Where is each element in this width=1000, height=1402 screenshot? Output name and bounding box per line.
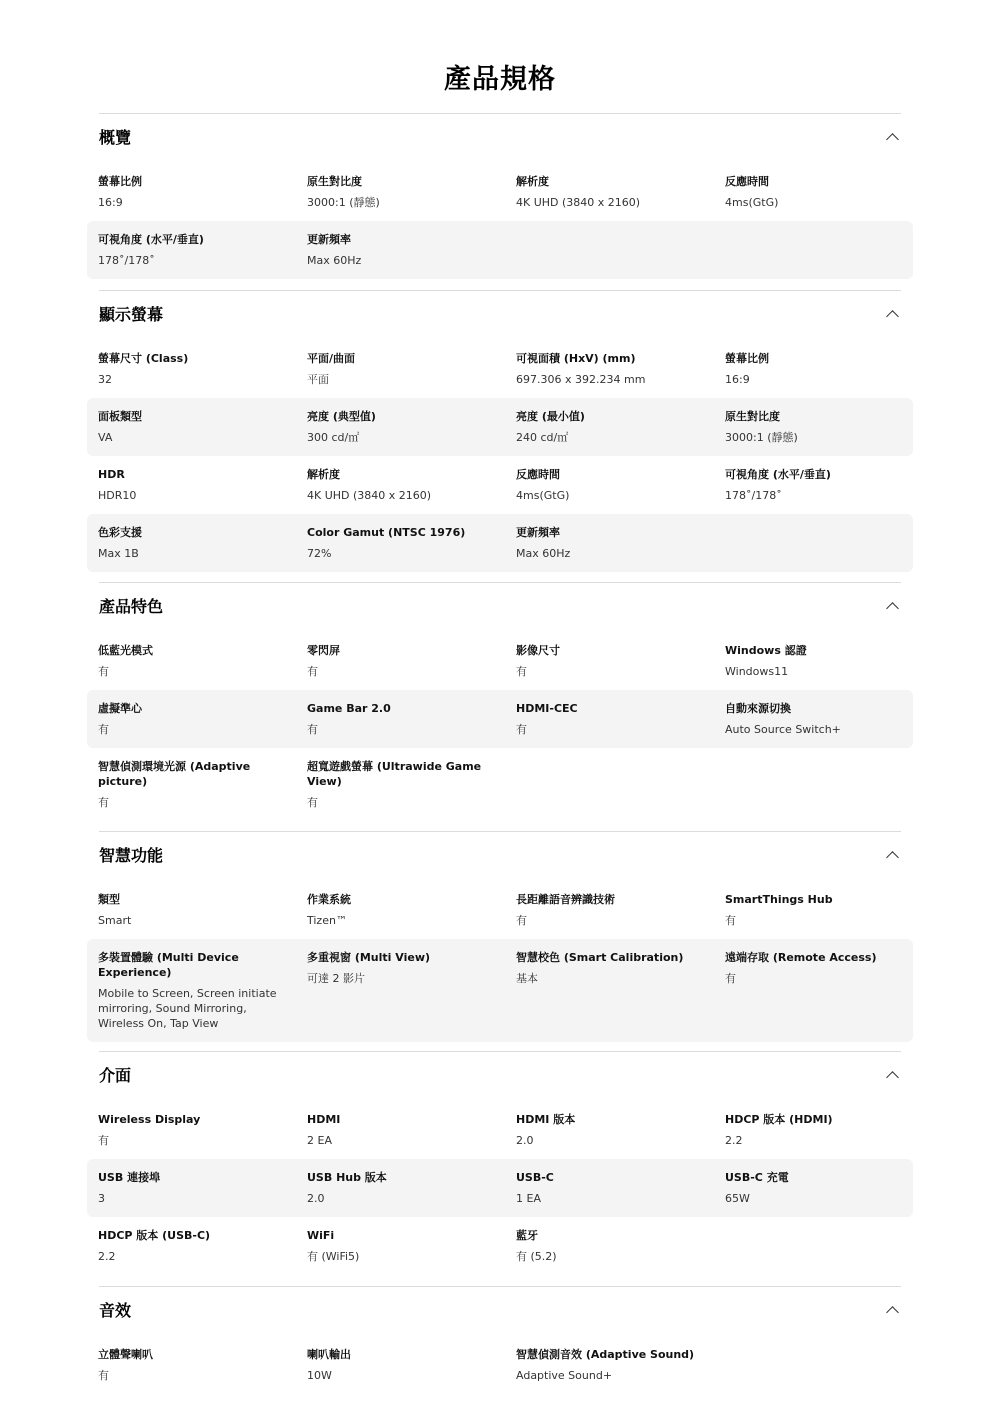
section-title: 音效 <box>99 1301 132 1320</box>
spec-value: 3 <box>98 1192 105 1205</box>
spec-item <box>307 939 497 986</box>
spec-label: 更新頻率 <box>307 233 351 246</box>
spec-value: 有 <box>516 665 527 678</box>
spec-value: 2.2 <box>725 1134 743 1147</box>
spec-label: 虛擬準心 <box>98 702 142 715</box>
spec-label: USB-C <box>516 1171 554 1184</box>
page-title: 產品規格 <box>444 64 556 95</box>
spec-value: 4ms(GtG) <box>725 196 779 209</box>
section-header-display[interactable] <box>87 290 913 340</box>
spec-item <box>725 398 915 445</box>
spec-label: 螢幕比例 <box>725 352 769 365</box>
spec-value: 300 cd/㎡ <box>307 431 360 444</box>
spec-item <box>725 340 915 387</box>
spec-item <box>307 514 497 561</box>
spec-label: 智慧校色 (Smart Calibration) <box>516 951 684 964</box>
spec-item <box>307 632 497 679</box>
spec-item <box>307 881 497 928</box>
chevron-up-icon[interactable] <box>886 310 899 323</box>
spec-label: 超寬遊戲螢幕 (Ultrawide Game View) <box>307 760 482 788</box>
spec-value: 可達 2 影片 <box>307 972 365 985</box>
spec-row <box>87 939 913 1042</box>
section-title: 概覽 <box>99 128 132 147</box>
spec-label: USB 連接埠 <box>98 1171 161 1184</box>
spec-label: Windows 認證 <box>725 644 807 657</box>
spec-item <box>725 939 915 986</box>
spec-label: Color Gamut (NTSC 1976) <box>307 526 466 539</box>
spec-item <box>98 1159 288 1206</box>
spec-item <box>516 881 706 928</box>
spec-value: 240 cd/㎡ <box>516 431 569 444</box>
spec-item <box>516 514 706 561</box>
spec-value: Windows11 <box>725 665 789 678</box>
spec-row <box>87 514 913 572</box>
spec-label: 面板類型 <box>98 410 142 423</box>
spec-item <box>307 1101 497 1148</box>
spec-value: 有 <box>307 796 318 809</box>
spec-label: USB-C 充電 <box>725 1171 789 1184</box>
spec-item <box>98 221 288 268</box>
spec-row <box>87 1217 913 1275</box>
section-title: 產品特色 <box>99 597 164 616</box>
spec-value: 3000:1 (靜態) <box>307 196 380 209</box>
section-header-overview[interactable] <box>87 113 913 163</box>
spec-value: 697.306 x 392.234 mm <box>516 373 646 386</box>
spec-item <box>725 632 915 679</box>
spec-row <box>87 690 913 748</box>
section-header-smart[interactable] <box>87 831 913 881</box>
spec-item <box>98 1217 288 1264</box>
spec-item <box>98 1101 288 1148</box>
spec-label: 亮度 (典型值) <box>307 410 376 423</box>
spec-item <box>307 163 497 210</box>
spec-value: 4K UHD (3840 x 2160) <box>307 489 432 502</box>
spec-value: 有 <box>98 665 109 678</box>
spec-label: Game Bar 2.0 <box>307 702 391 715</box>
spec-row <box>87 1101 913 1159</box>
spec-item <box>98 514 288 561</box>
chevron-up-icon[interactable] <box>886 851 899 864</box>
spec-label: HDMI 版本 <box>516 1113 576 1126</box>
spec-value: 有 <box>98 1134 109 1147</box>
spec-value: 65W <box>725 1192 750 1205</box>
spec-item <box>307 1336 497 1383</box>
spec-label: 智慧偵測音效 (Adaptive Sound) <box>516 1348 695 1361</box>
section-title: 顯示螢幕 <box>99 305 164 324</box>
spec-value: Max 60Hz <box>307 254 362 267</box>
spec-label: 喇叭輸出 <box>307 1348 351 1361</box>
spec-label: 螢幕比例 <box>98 175 142 188</box>
spec-value: 3000:1 (靜態) <box>725 431 798 444</box>
spec-value: 178˚/178˚ <box>725 489 782 502</box>
spec-value: 2.0 <box>307 1192 325 1205</box>
spec-value: 72% <box>307 547 332 560</box>
spec-label: HDCP 版本 (USB-C) <box>98 1229 211 1242</box>
spec-value: 有 <box>516 914 527 927</box>
spec-value: 有 <box>307 723 318 736</box>
spec-label: 智慧偵測環境光源 (Adaptive picture) <box>98 760 251 788</box>
spec-label: SmartThings Hub <box>725 893 833 906</box>
section-title: 智慧功能 <box>99 846 164 865</box>
spec-item <box>307 748 497 810</box>
spec-item <box>516 163 706 210</box>
spec-item <box>307 398 497 445</box>
spec-item <box>98 881 288 928</box>
spec-value: Tizen™ <box>307 914 347 927</box>
spec-value: 有 <box>307 665 318 678</box>
spec-value: Mobile to Screen, Screen initiate mirroring, Sound Mirroring, Wireless On, Tap View <box>98 987 277 1030</box>
spec-item <box>725 163 915 210</box>
spec-row <box>87 221 913 279</box>
spec-row <box>87 748 913 839</box>
spec-item <box>98 340 288 387</box>
section-header-audio[interactable] <box>87 1286 913 1336</box>
spec-value: 1 EA <box>516 1192 541 1205</box>
spec-item <box>725 456 915 503</box>
spec-label: 多重視窗 (Multi View) <box>307 951 431 964</box>
spec-row <box>87 398 913 456</box>
spec-value: 4K UHD (3840 x 2160) <box>516 196 641 209</box>
spec-label: 反應時間 <box>516 468 560 481</box>
spec-item <box>725 881 915 928</box>
spec-value: Smart <box>98 914 132 927</box>
spec-label: 可視角度 (水平/垂直) <box>98 233 204 246</box>
spec-value: HDR10 <box>98 489 137 502</box>
spec-value: Max 1B <box>98 547 139 560</box>
spec-item <box>516 690 706 737</box>
spec-value: Adaptive Sound+ <box>516 1369 613 1382</box>
spec-row <box>87 163 913 221</box>
spec-label: 多裝置體驗 (Multi Device Experience) <box>98 951 239 979</box>
spec-item <box>307 1217 497 1264</box>
spec-label: 立體聲喇叭 <box>98 1348 153 1361</box>
spec-item <box>725 1101 915 1148</box>
spec-value: Auto Source Switch+ <box>725 723 841 736</box>
spec-label: 螢幕尺寸 (Class) <box>98 352 189 365</box>
chevron-up-icon[interactable] <box>886 1306 899 1319</box>
spec-row <box>87 1159 913 1217</box>
spec-value: 178˚/178˚ <box>98 254 155 267</box>
spec-label: 色彩支援 <box>98 526 142 539</box>
spec-label: 原生對比度 <box>307 175 362 188</box>
spec-row <box>87 632 913 690</box>
spec-value: 基本 <box>516 972 538 985</box>
spec-item <box>516 1159 706 1206</box>
spec-value: 2.2 <box>98 1250 116 1263</box>
spec-item <box>307 456 497 503</box>
spec-row <box>87 881 913 939</box>
spec-value: 有 <box>98 796 109 809</box>
spec-row <box>87 456 913 514</box>
spec-value: 有 (5.2) <box>516 1250 557 1263</box>
spec-item <box>516 340 706 387</box>
spec-label: HDR <box>98 468 125 481</box>
spec-item <box>516 939 706 986</box>
spec-label: WiFi <box>307 1229 335 1242</box>
spec-item <box>725 690 915 737</box>
spec-item <box>516 1217 706 1264</box>
spec-value: 有 <box>516 723 527 736</box>
spec-label: 解析度 <box>307 468 340 481</box>
spec-label: 可視角度 (水平/垂直) <box>725 468 831 481</box>
spec-value: 有 <box>725 972 736 985</box>
spec-label: 解析度 <box>516 175 549 188</box>
spec-item <box>307 1159 497 1206</box>
chevron-up-icon[interactable] <box>886 602 899 615</box>
spec-item <box>98 748 288 810</box>
spec-value: 16:9 <box>725 373 750 386</box>
spec-label: 平面/曲面 <box>307 352 356 365</box>
spec-item <box>516 1101 706 1148</box>
spec-label: 可視面積 (HxV) (mm) <box>516 352 636 365</box>
spec-value: 平面 <box>307 373 329 386</box>
spec-label: 藍牙 <box>516 1229 538 1242</box>
spec-label: 零閃屏 <box>307 644 340 657</box>
spec-label: 長距離語音辨識技術 <box>516 893 615 906</box>
spec-row <box>87 340 913 398</box>
spec-value: 2 EA <box>307 1134 332 1147</box>
spec-item <box>98 690 288 737</box>
spec-item <box>98 632 288 679</box>
spec-label: USB Hub 版本 <box>307 1171 387 1184</box>
spec-item <box>307 690 497 737</box>
chevron-up-icon[interactable] <box>886 133 899 146</box>
spec-item <box>725 1159 915 1206</box>
spec-label: 遠端存取 (Remote Access) <box>725 951 877 964</box>
spec-label: 更新頻率 <box>516 526 560 539</box>
spec-value: 有 <box>98 723 109 736</box>
spec-item <box>516 1336 706 1383</box>
spec-item <box>98 1336 288 1383</box>
spec-item <box>307 221 497 268</box>
spec-value: 32 <box>98 373 112 386</box>
spec-value: 有 <box>725 914 736 927</box>
section-header-features[interactable] <box>87 582 913 632</box>
spec-label: 原生對比度 <box>725 410 780 423</box>
section-title: 介面 <box>99 1066 132 1085</box>
spec-item <box>98 398 288 445</box>
spec-item <box>98 939 288 1031</box>
spec-label: Wireless Display <box>98 1113 201 1126</box>
spec-item <box>307 340 497 387</box>
spec-label: 影像尺寸 <box>516 644 560 657</box>
spec-item <box>516 398 706 445</box>
spec-value: 有 (WiFi5) <box>307 1250 360 1263</box>
section-header-interface[interactable] <box>87 1051 913 1101</box>
spec-value: 16:9 <box>98 196 123 209</box>
chevron-up-icon[interactable] <box>886 1071 899 1084</box>
spec-label: 亮度 (最小值) <box>516 410 585 423</box>
spec-value: 4ms(GtG) <box>516 489 570 502</box>
spec-label: HDCP 版本 (HDMI) <box>725 1113 833 1126</box>
spec-label: HDMI-CEC <box>516 702 578 715</box>
spec-value: VA <box>98 431 113 444</box>
spec-label: 作業系統 <box>307 893 351 906</box>
spec-item <box>98 456 288 503</box>
spec-item <box>98 163 288 210</box>
spec-value: Max 60Hz <box>516 547 571 560</box>
spec-item <box>516 456 706 503</box>
spec-value: 2.0 <box>516 1134 534 1147</box>
spec-label: 低藍光模式 <box>98 644 153 657</box>
spec-label: 自動來源切換 <box>725 702 791 715</box>
spec-value: 10W <box>307 1369 332 1382</box>
spec-value: 有 <box>98 1369 109 1382</box>
spec-label: 類型 <box>98 893 120 906</box>
spec-row <box>87 1336 913 1394</box>
spec-label: HDMI <box>307 1113 341 1126</box>
spec-label: 反應時間 <box>725 175 769 188</box>
spec-item <box>516 632 706 679</box>
